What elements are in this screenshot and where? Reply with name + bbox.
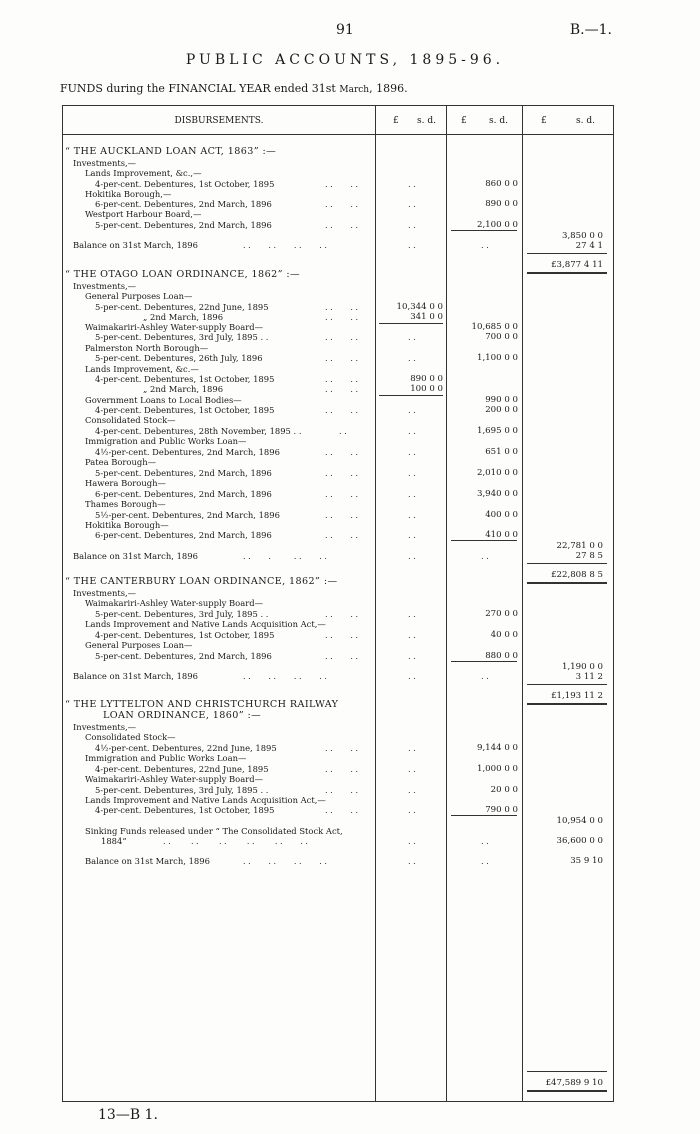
leader-dots: . . . . (325, 406, 359, 415)
header-rule (63, 134, 613, 135)
text-row: 5-per-cent. Debentures, 2nd March, 1896 (95, 468, 272, 478)
amount: 3 11 2 (575, 672, 603, 682)
section-heading: “ THE CANTERBURY LOAN ORDINANCE, 1862” :— (65, 576, 338, 587)
leader-dots: . . (408, 765, 416, 774)
leader-dots: . . . . (325, 765, 359, 774)
text-row: 4-per-cent. Debentures, 1st October, 1895 (95, 805, 275, 815)
leader-dots: . . (408, 652, 416, 661)
text-row: 4-per-cent. Debentures, 28th November, 1895 . . (95, 426, 302, 436)
amount: 27 8 5 (575, 551, 603, 561)
text-row: 4-per-cent. Debentures, 1st October, 1895 (95, 405, 275, 415)
amount: 1,100 0 0 (476, 353, 518, 363)
section-heading: “ THE AUCKLAND LOAN ACT, 1863” :— (65, 146, 277, 157)
text-row: Lands Improvement, &c.— (85, 364, 199, 374)
text-row: „ 2nd March, 1896 (143, 384, 224, 394)
leader-dots: . . (339, 427, 347, 436)
text-row: Investments,— (73, 281, 137, 291)
text-row: 6-per-cent. Debentures, 2nd March, 1896 (95, 199, 272, 209)
sum-rule (379, 395, 443, 396)
leader-dots: . . . . (325, 180, 359, 189)
amount: 200 0 0 (485, 405, 518, 415)
leader-dots: . . . . (325, 631, 359, 640)
text-row: 4-per-cent. Debentures, 22nd June, 1895 (95, 764, 269, 774)
col2-pound-header: £ (461, 116, 467, 126)
leader-dots: . . . . (325, 511, 359, 520)
leader-dots: . . (481, 837, 489, 846)
text-row: „ 2nd March, 1896 (143, 312, 224, 322)
section-heading: LOAN ORDINANCE, 1860” :— (103, 710, 262, 721)
amount: 35 9 10 (570, 856, 603, 866)
amount: 22,781 0 0 (556, 541, 603, 551)
amount: 890 0 0 (485, 199, 518, 209)
text-row: Patea Borough— (85, 457, 156, 467)
leader-dots: . . . . . . . . . . . . (163, 837, 308, 846)
text-row: Investments,— (73, 158, 137, 168)
text-row: Lands Improvement and Native Lands Acquisition Act,— (85, 795, 326, 805)
leader-dots: . . . . (325, 531, 359, 540)
column-divider (446, 106, 447, 1101)
leader-dots: . . . . (325, 806, 359, 815)
amount: 10,954 0 0 (556, 816, 603, 826)
leader-dots: . . . . (325, 333, 359, 342)
text-row: 5-per-cent. Debentures, 3rd July, 1895 . . (95, 332, 269, 342)
sum-rule (451, 230, 517, 231)
text-row: 4-per-cent. Debentures, 1st October, 1895 (95, 179, 275, 189)
text-row: 4-per-cent. Debentures, 1st October, 1895 (95, 630, 275, 640)
text-row: Palmerston North Borough— (85, 343, 209, 353)
text-row: 5-per-cent. Debentures, 3rd July, 1895 . . (95, 609, 269, 619)
sum-rule (527, 563, 607, 564)
amount: 651 0 0 (485, 447, 518, 457)
total-double-rule (527, 582, 607, 584)
amount: 880 0 0 (485, 651, 518, 661)
amount: 1,190 0 0 (561, 662, 603, 672)
amount: 990 0 0 (485, 395, 518, 405)
col3-pound-header: £ (541, 116, 547, 126)
col3-sd-header: s. d. (576, 116, 595, 126)
text-row: Lands Improvement and Native Lands Acquisition Act,— (85, 619, 326, 629)
total-amount: £3,877 4 11 (551, 260, 603, 270)
text-row: Investments,— (73, 588, 137, 598)
leader-dots: . . . . (325, 375, 359, 384)
sum-rule (451, 540, 517, 541)
text-row: Consolidated Stock— (85, 415, 176, 425)
amount: 9,144 0 0 (476, 743, 518, 753)
text-row: Balance on 31st March, 1896 (73, 671, 198, 681)
text-row: Consolidated Stock— (85, 732, 176, 742)
leader-dots: . . . . (325, 303, 359, 312)
total-amount: £1,193 11 2 (551, 691, 603, 701)
text-row: Hawera Borough— (85, 478, 166, 488)
page-subtitle (60, 82, 408, 95)
leader-dots: . . (408, 180, 416, 189)
text-row: 1884” (101, 836, 127, 846)
col2-sd-header: s. d. (489, 116, 508, 126)
page-title: PUBLIC ACCOUNTS, 1895-96. (185, 52, 505, 68)
leader-dots: . . . . (325, 744, 359, 753)
text-row: Waimakariri-Ashley Water-supply Board— (85, 322, 263, 332)
text-row: 5-per-cent. Debentures, 26th July, 1896 (95, 353, 263, 363)
leader-dots: . . (408, 241, 416, 250)
leader-dots: . . . . . . . . (243, 672, 327, 681)
column-divider (375, 106, 376, 1101)
amount: 790 0 0 (485, 805, 518, 815)
amount: 27 4 1 (575, 241, 603, 251)
total-double-rule (527, 272, 607, 274)
text-row: 6-per-cent. Debentures, 2nd March, 1896 (95, 530, 272, 540)
leader-dots: . . . . . . . . (243, 857, 327, 866)
sum-rule (527, 684, 607, 685)
leader-dots: . . . . (325, 652, 359, 661)
leader-dots: . . (408, 744, 416, 753)
text-row: 5-per-cent. Debentures, 2nd March, 1896 (95, 220, 272, 230)
amount: 3,850 0 0 (561, 231, 603, 241)
sum-rule (527, 1071, 607, 1072)
leader-dots: . . (408, 354, 416, 363)
leader-dots: . . . . (325, 469, 359, 478)
leader-dots: . . (481, 857, 489, 866)
leader-dots: . . . . (325, 221, 359, 230)
text-row: 4½-per-cent. Debentures, 22nd June, 1895 (95, 743, 277, 753)
leader-dots: . . (408, 333, 416, 342)
column-divider (522, 106, 523, 1101)
amount: 341 0 0 (410, 312, 443, 322)
total-amount: £47,589 9 10 (545, 1078, 603, 1088)
text-row: 4-per-cent. Debentures, 1st October, 1895 (95, 374, 275, 384)
amount: 400 0 0 (485, 510, 518, 520)
leader-dots: . . (408, 837, 416, 846)
leader-dots: . . (408, 610, 416, 619)
text-row: 5-per-cent. Debentures, 2nd March, 1896 (95, 651, 272, 661)
subtitle-end: , 1896. (369, 82, 408, 95)
amount: 700 0 0 (485, 332, 518, 342)
text-row: General Purposes Loan— (85, 640, 193, 650)
leader-dots: . . (481, 552, 489, 561)
leader-dots: . . . . (325, 200, 359, 209)
text-row: Balance on 31st March, 1896 (73, 240, 198, 250)
text-row: General Purposes Loan— (85, 291, 193, 301)
amount: 20 0 0 (490, 785, 518, 795)
amount: 410 0 0 (485, 530, 518, 540)
page-reference: B.—1. (569, 22, 612, 38)
amount: 860 0 0 (485, 179, 518, 189)
amount: 2,010 0 0 (476, 468, 518, 478)
text-row: Government Loans to Local Bodies— (85, 395, 242, 405)
text-row: Hokitika Borough,— (85, 189, 172, 199)
text-row: 5½-per-cent. Debentures, 2nd March, 1896 (95, 510, 280, 520)
total-double-rule (527, 703, 607, 705)
sum-rule (379, 323, 443, 324)
text-row: 5-per-cent. Debentures, 22nd June, 1895 (95, 302, 269, 312)
leader-dots: . . (408, 857, 416, 866)
text-row: Waimakariri-Ashley Water-supply Board— (85, 598, 263, 608)
leader-dots: . . (481, 672, 489, 681)
page-footer: 13—B 1. (98, 1107, 158, 1123)
col1-pound-header: £ (393, 116, 399, 126)
amount: 10,344 0 0 (396, 302, 443, 312)
leader-dots: . . . . (325, 786, 359, 795)
text-row: 5-per-cent. Debentures, 3rd July, 1895 . . (95, 785, 269, 795)
leader-dots: . . . . . . . . (243, 241, 327, 250)
leader-dots: . . (408, 631, 416, 640)
text-row: Investments,— (73, 722, 137, 732)
col1-sd-header: s. d. (417, 116, 436, 126)
page-number: 91 (336, 22, 354, 38)
leader-dots: . . (408, 672, 416, 681)
leader-dots: . . . . (325, 610, 359, 619)
amount: 100 0 0 (410, 384, 443, 394)
text-row: Hokitika Borough— (85, 520, 169, 530)
text-row: Balance on 31st March, 1896 (85, 856, 210, 866)
leader-dots: . . (408, 531, 416, 540)
leader-dots: . . (408, 490, 416, 499)
text-row: 4½-per-cent. Debentures, 2nd March, 1896 (95, 447, 280, 457)
amount: 890 0 0 (410, 374, 443, 384)
subtitle-month: March (339, 85, 370, 95)
sum-rule (527, 253, 607, 254)
amount: 40 0 0 (490, 630, 518, 640)
amount: 1,695 0 0 (476, 426, 518, 436)
text-row: Thames Borough— (85, 499, 166, 509)
disbursements-header: DISBURSEMENTS. (174, 116, 264, 126)
disbursements-table (62, 105, 614, 1102)
amount: 1,000 0 0 (476, 764, 518, 774)
leader-dots: . . (408, 221, 416, 230)
amount: 2,100 0 0 (476, 220, 518, 230)
text-row: Lands Improvement, &c.,— (85, 168, 202, 178)
leader-dots: . . (408, 427, 416, 436)
leader-dots: . . (408, 406, 416, 415)
text-row: Immigration and Public Works Loan— (85, 436, 247, 446)
amount: 270 0 0 (485, 609, 518, 619)
amount: 3,940 0 0 (476, 489, 518, 499)
text-row: Immigration and Public Works Loan— (85, 753, 247, 763)
leader-dots: . . . . (325, 490, 359, 499)
leader-dots: . . (408, 469, 416, 478)
leader-dots: . . (408, 552, 416, 561)
leader-dots: . . (408, 786, 416, 795)
amount: 10,685 0 0 (471, 322, 518, 332)
leader-dots: . . (481, 241, 489, 250)
text-row: Waimakariri-Ashley Water-supply Board— (85, 774, 263, 784)
section-heading: “ THE OTAGO LOAN ORDINANCE, 1862” :— (65, 269, 300, 280)
total-amount: £22,808 8 5 (551, 570, 603, 580)
leader-dots: . . (408, 511, 416, 520)
text-row: Sinking Funds released under “ The Consolidated Stock Act, (85, 826, 343, 836)
leader-dots: . . . . (325, 385, 359, 394)
section-heading: “ THE LYTTELTON AND CHRISTCHURCH RAILWAY (65, 699, 339, 710)
total-double-rule (527, 1090, 607, 1092)
leader-dots: . . . . (325, 354, 359, 363)
subtitle-lead: FUNDS during the FINANCIAL YEAR ended 31st (60, 82, 336, 95)
sum-rule (451, 661, 517, 662)
text-row: Westport Harbour Board,— (85, 209, 202, 219)
leader-dots: . . . . (325, 448, 359, 457)
leader-dots: . . (408, 448, 416, 457)
text-row: 6-per-cent. Debentures, 2nd March, 1896 (95, 489, 272, 499)
leader-dots: . . (408, 806, 416, 815)
leader-dots: . . . . (325, 313, 359, 322)
amount: 36,600 0 0 (556, 836, 603, 846)
leader-dots: . . (408, 200, 416, 209)
sum-rule (451, 815, 517, 816)
text-row: Balance on 31st March, 1896 (73, 551, 198, 561)
leader-dots: . . . . . . . (243, 552, 327, 561)
